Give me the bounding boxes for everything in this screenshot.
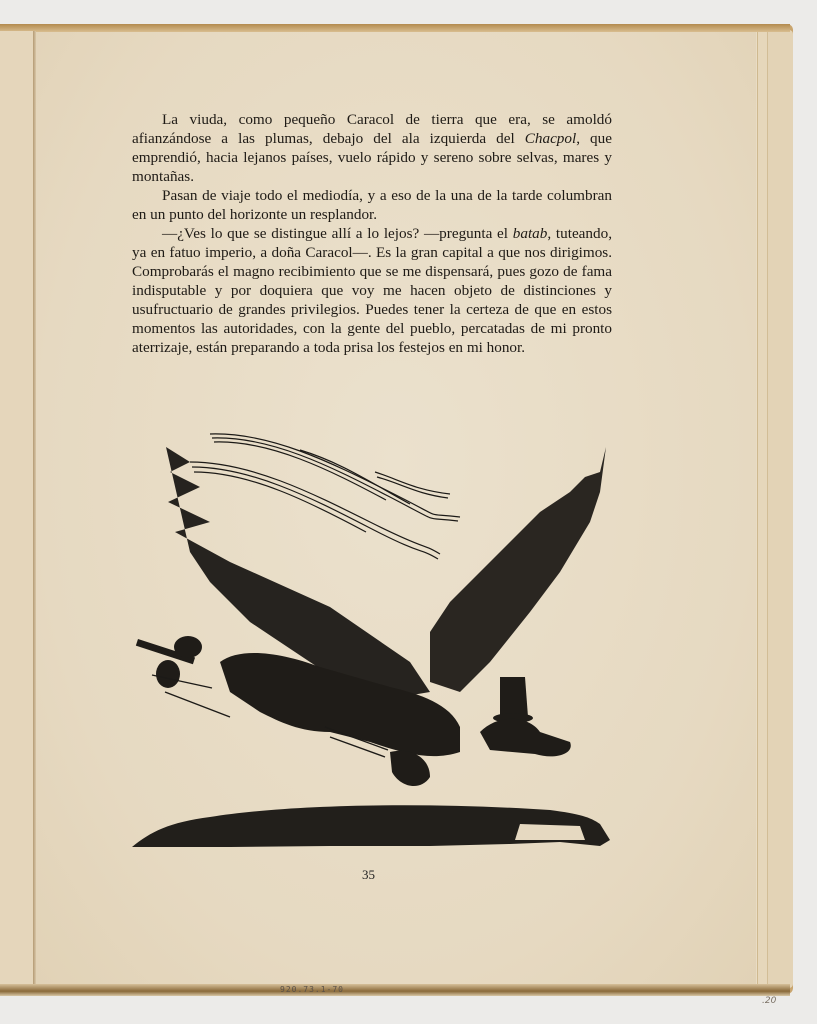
paragraph-1-text: La viuda, como pequeño Caracol de tierra que era, se amoldó afianzándose a las plumas, debajo del ala izquierda del xyxy=(132,111,612,147)
page-number: 35 xyxy=(362,867,375,882)
paragraph-2-text: Pasan de viaje todo el mediodía, y a eso de la una de la tarde columbran en un punto del horizonte un resplandor. xyxy=(132,187,612,223)
fist xyxy=(390,751,430,786)
accession-stamp: 920.73.1-70 xyxy=(280,985,344,994)
italic-term-batab: batab xyxy=(512,225,548,242)
paragraph-2 xyxy=(132,186,612,224)
wind-lines xyxy=(190,434,460,559)
landscape-strip xyxy=(132,805,610,847)
paragraph-1 xyxy=(132,110,612,186)
pencil-annotation: .20 xyxy=(762,996,777,1006)
paragraph-3 xyxy=(132,224,612,357)
head xyxy=(480,719,571,757)
paragraph-3-text-end: , tuteando, ya en fatuo imperio, a doña Caracol—. Es la gran capital a que nos dirigimos. Comprobarás el magno recibimiento que se me dispensará, pues gozo de fama indisputable y por doquiera que voy me hacen objeto de distinciones y usufructuario de grandes privilegios. Puedes tener la certeza de que en estos momentos las autoridades, con la gente del pueblo, percatadas de mi pronto aterrizaje, están preparando a toda prisa los festejos en mi honor. xyxy=(132,225,613,356)
right-wing xyxy=(430,447,606,692)
left-page xyxy=(0,31,34,989)
top-hat xyxy=(500,677,528,717)
woodcut-illustration xyxy=(130,432,620,852)
book-top-edge xyxy=(0,24,790,32)
paragraph-3-text: —¿Ves lo que se distingue allí a lo lejos? —pregunta el xyxy=(162,225,513,242)
paragraph-1-text-end: , que emprendió, hacia lejanos países, vuelo rápido y sereno sobre selvas, mares y montañas. xyxy=(132,130,612,185)
body-text xyxy=(132,110,612,357)
italic-term-chacpol: Chacpol xyxy=(524,130,577,147)
book-bottom-edge xyxy=(0,984,790,996)
